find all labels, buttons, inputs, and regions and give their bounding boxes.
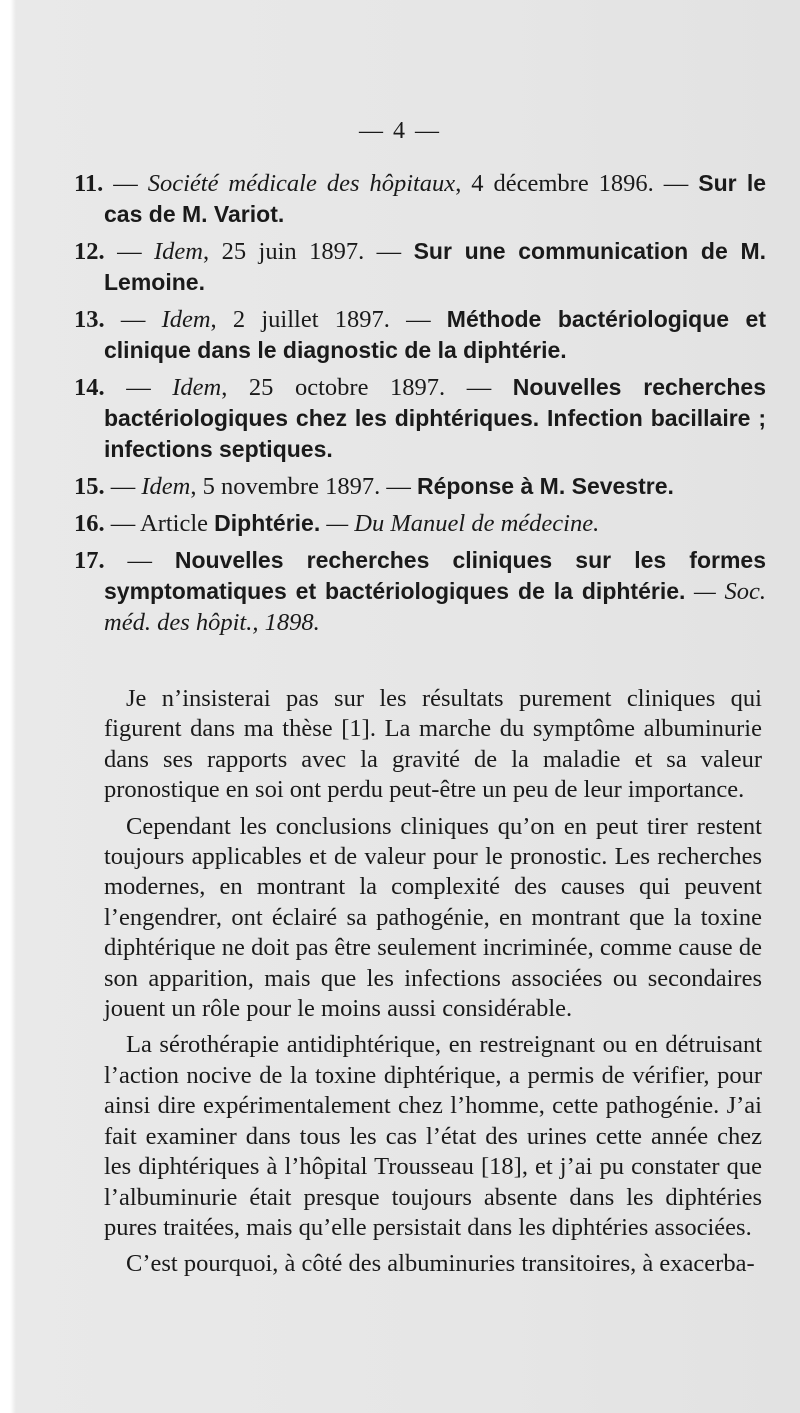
- bibliography-list: [74, 168, 766, 644]
- bibliography-entry: [74, 545, 766, 638]
- entry-title: Méthode bactériologique et clinique dans le diagnostic de la diphtérie.: [104, 306, 766, 363]
- entry-title: Sur le cas de M. Variot.: [104, 170, 767, 227]
- entry-number: 12.: [74, 238, 105, 265]
- entry-source-note: — Du Manuel de médecine.: [320, 510, 600, 537]
- entry-separator: —: [653, 170, 699, 197]
- bibliography-entry: [74, 304, 766, 366]
- entry-separator: —: [445, 374, 513, 401]
- entry-date: , 4 décembre 1896.: [455, 170, 654, 197]
- entry-number: 13.: [74, 306, 105, 333]
- bibliography-entry: [74, 168, 766, 230]
- entry-number: 14.: [74, 374, 105, 401]
- paragraph: Je n’insisterai pas sur les résultats purement cliniques qui figurent dans ma thèse [1]. La marche du symptôme albuminurie dans ses rapports avec la gravité de la maladie et sa valeur pronostique en soi ont perdu peut-être un peu de leur importance.: [104, 685, 762, 804]
- entry-date: , 5 novembre 1897.: [190, 473, 381, 500]
- entry-separator: —: [389, 306, 447, 333]
- paragraph: La sérothérapie antidiphtérique, en restreignant ou en détruisant l’action nocive de la toxine diphtérique, a permis de vérifier, pour ainsi dire expérimentalement chez l’homme, cette pathogénie. J’ai fait examiner dans tous les cas l’état des urines cette année chez les diphtériques à l’hôpital Trousseau [18], et j’ai pu constater que l’albuminurie était presque toujours absente dans les diphtéries pures traitées, mais qu’elle persistait dans les diphtéries associées.: [104, 1031, 762, 1241]
- entry-title: Nouvelles recherches cliniques sur les formes symptomatiques et bactériologiques de la diphtérie.: [104, 547, 766, 604]
- entry-title: Sur une communication de M. Lemoine.: [104, 238, 767, 295]
- entry-source: Société médicale des hôpitaux: [147, 170, 456, 197]
- entry-separator: —: [104, 547, 175, 574]
- entry-source: Idem: [154, 238, 203, 265]
- entry-date: , 25 octobre 1897.: [221, 374, 446, 401]
- entry-source: Idem: [161, 306, 211, 333]
- entry-title: Réponse à M. Sevestre.: [416, 473, 674, 499]
- entry-date: , 25 juin 1897.: [203, 238, 365, 265]
- bibliography-entry: [74, 471, 766, 502]
- body-text: [104, 684, 762, 1286]
- bibliography-entry: [74, 372, 766, 465]
- bibliography-entry: [74, 508, 766, 539]
- entry-separator: —: [104, 238, 155, 265]
- entry-title: Nouvelles recherches bactériologiques chez les diphtériques. Infection bacillaire ; infections septiques.: [104, 374, 766, 462]
- paragraph: Cependant les conclusions cliniques qu’on en peut tirer restent toujours applicables et de valeur pour le pronostic. Les recherches modernes, en montrant la complexité des causes qui peuvent l’engendrer, ont éclairé sa pathogénie, en montrant que la toxine diphtérique ne doit pas être seulement incriminée, comme cause de son apparition, mais que les infections associées ou secondaires jouent un rôle pour le moins aussi considérable.: [104, 812, 762, 1023]
- entry-number: 11.: [74, 170, 104, 197]
- entry-source: Idem: [141, 473, 191, 500]
- entry-number: 16.: [74, 510, 105, 537]
- entry-separator: —: [104, 374, 173, 401]
- paragraph: C’est pourquoi, à côté des albuminuries transitoires, à exacerba-: [126, 1250, 755, 1278]
- entry-separator: —: [103, 170, 148, 197]
- entry-separator: —: [364, 238, 414, 265]
- bibliography-entry: [74, 236, 766, 298]
- entry-separator: —: [104, 306, 162, 333]
- entry-number: 17.: [74, 547, 105, 574]
- entry-separator: — Article: [104, 510, 215, 537]
- entry-title: Diphtérie.: [214, 510, 321, 536]
- page-number: — 4 —: [359, 118, 441, 144]
- entry-source: Idem: [172, 374, 222, 401]
- entry-separator: —: [104, 473, 142, 500]
- entry-source-note: — Soc. méd. des hôpit., 1898.: [104, 578, 766, 636]
- entry-date: , 2 juillet 1897.: [210, 306, 390, 333]
- entry-number: 15.: [74, 473, 105, 500]
- entry-separator: —: [380, 473, 417, 500]
